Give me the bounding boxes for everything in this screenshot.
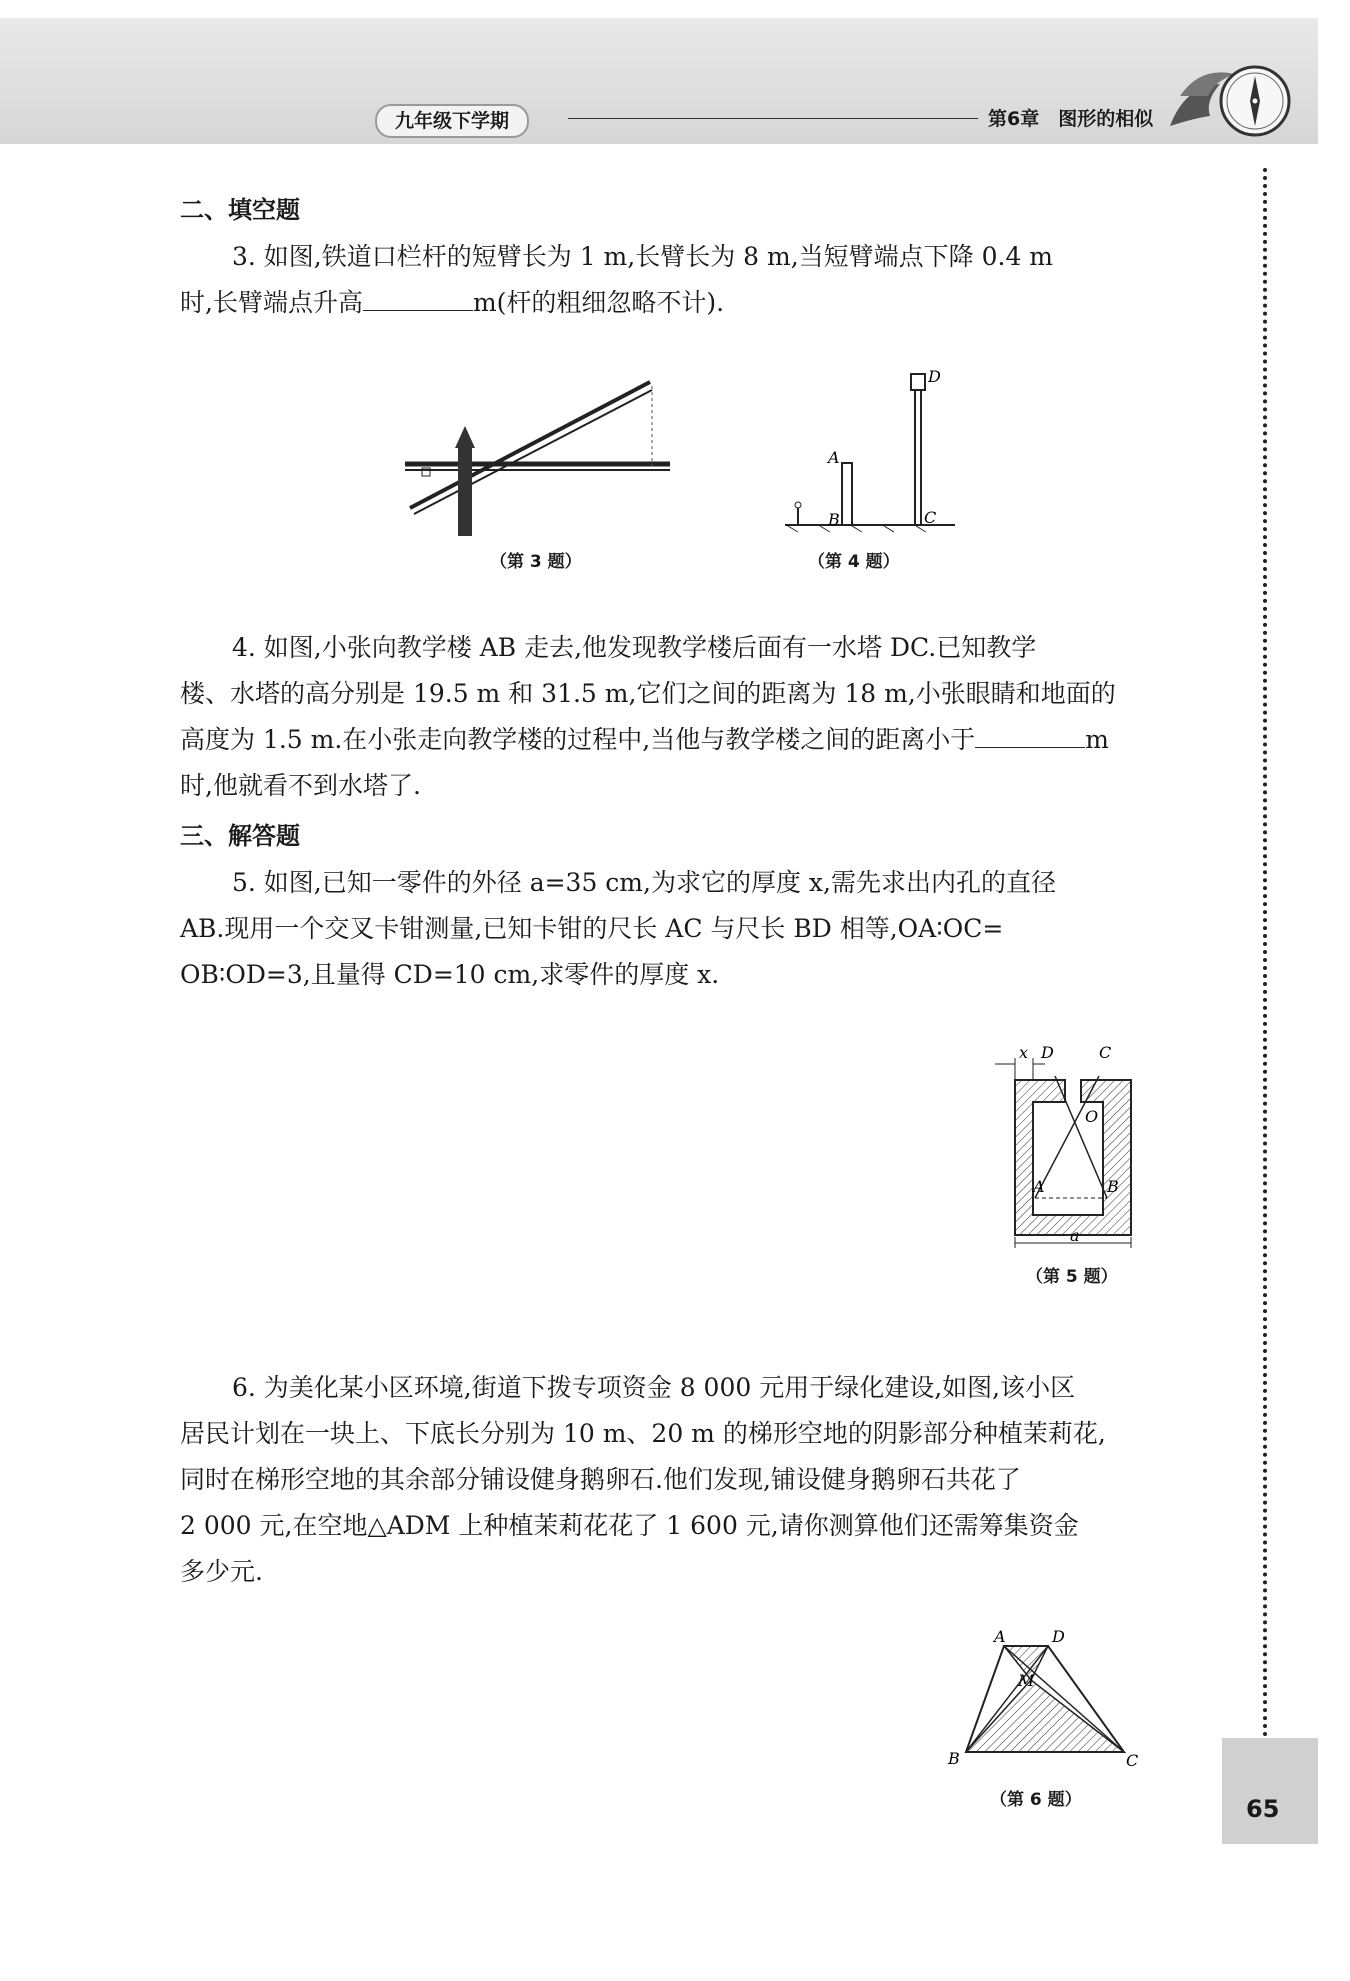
figure-q4-caption: （第 4 题） <box>808 552 900 572</box>
figure-q4-building-tower <box>780 360 960 535</box>
figure-q3-caption: （第 3 题） <box>490 552 582 572</box>
grade-label: 九年级下学期 <box>375 104 529 138</box>
figure-q6-trapezoid <box>930 1628 1150 1778</box>
q5-line1: 5. 如图,已知一零件的外径 a=35 cm,为求它的厚度 x,需先求出内孔的直径 <box>232 868 1056 897</box>
label-x: x <box>1019 1043 1029 1062</box>
q6-line1: 6. 为美化某小区环境,街道下拨专项资金 8 000 元用于绿化建设,如图,该小区 <box>232 1373 1076 1402</box>
label-A: A <box>828 448 840 467</box>
label-B: B <box>948 1749 960 1768</box>
chapter-title: 第6章 图形的相似 <box>988 108 1154 130</box>
answer-blank <box>363 282 473 311</box>
q6-line4: 2 000 元,在空地△ADM 上种植茉莉花花了 1 600 元,请你测算他们还需筹集资金 <box>180 1511 1079 1540</box>
margin-dotted-line <box>1263 168 1267 1738</box>
q3-line1: 3. 如图,铁道口栏杆的短臂长为 1 m,长臂长为 8 m,当短臂端点下降 0.4 m <box>232 242 1054 271</box>
label-A: A <box>994 1628 1006 1646</box>
page-number: 65 <box>1246 1795 1280 1823</box>
label-D: D <box>1041 1043 1054 1062</box>
q5-line3: OB∶OD=3,且量得 CD=10 cm,求零件的厚度 x. <box>180 960 720 989</box>
label-A: A <box>1033 1177 1045 1196</box>
figure-q5-caption: （第 5 题） <box>1026 1267 1118 1287</box>
header-rule <box>568 118 978 119</box>
figure-q3-railway-barrier <box>400 376 680 536</box>
label-C: C <box>1126 1751 1139 1770</box>
label-B: B <box>828 510 840 529</box>
label-a: a <box>1070 1226 1080 1245</box>
label-C: C <box>924 508 937 527</box>
label-M: M <box>1018 1671 1035 1690</box>
q4-line3: 高度为 1.5 m.在小张走向教学楼的过程中,当他与教学楼之间的距离小于 m <box>180 717 1109 763</box>
answer-blank <box>975 719 1085 748</box>
q6-line5: 多少元. <box>180 1557 263 1586</box>
q5-line2: AB.现用一个交叉卡钳测量,已知卡钳的尺长 AC 与尺长 BD 相等,OA∶OC= <box>180 914 1004 943</box>
q4-line1: 4. 如图,小张向教学楼 AB 走去,他发现教学楼后面有一水塔 DC.已知教学 <box>232 633 1037 662</box>
label-D: D <box>1052 1628 1065 1646</box>
q4-line2: 楼、水塔的高分别是 19.5 m 和 31.5 m,它们之间的距离为 18 m,小张眼睛和地面的 <box>180 679 1116 708</box>
page-number-box <box>1222 1738 1318 1844</box>
q3-line2: 时,长臂端点升高 m(杆的粗细忽略不计). <box>180 280 724 326</box>
label-D: D <box>928 367 941 386</box>
q4-line4: 时,他就看不到水塔了. <box>180 771 421 800</box>
label-C: C <box>1099 1043 1112 1062</box>
section-solve-heading: 三、解答题 <box>180 822 300 850</box>
q6-line2: 居民计划在一块上、下底长分别为 10 m、20 m 的梯形空地的阴影部分种植茉莉花, <box>180 1419 1106 1448</box>
label-O: O <box>1085 1107 1099 1126</box>
figure-q5-caliper-part <box>985 1040 1150 1250</box>
figure-q6-caption: （第 6 题） <box>990 1790 1082 1810</box>
q6-line3: 同时在梯形空地的其余部分铺设健身鹅卵石.他们发现,铺设健身鹅卵石共花了 <box>180 1465 1021 1494</box>
section-fill-heading: 二、填空题 <box>180 196 300 224</box>
label-B: B <box>1107 1177 1119 1196</box>
compass-runner-icon <box>1160 56 1310 146</box>
